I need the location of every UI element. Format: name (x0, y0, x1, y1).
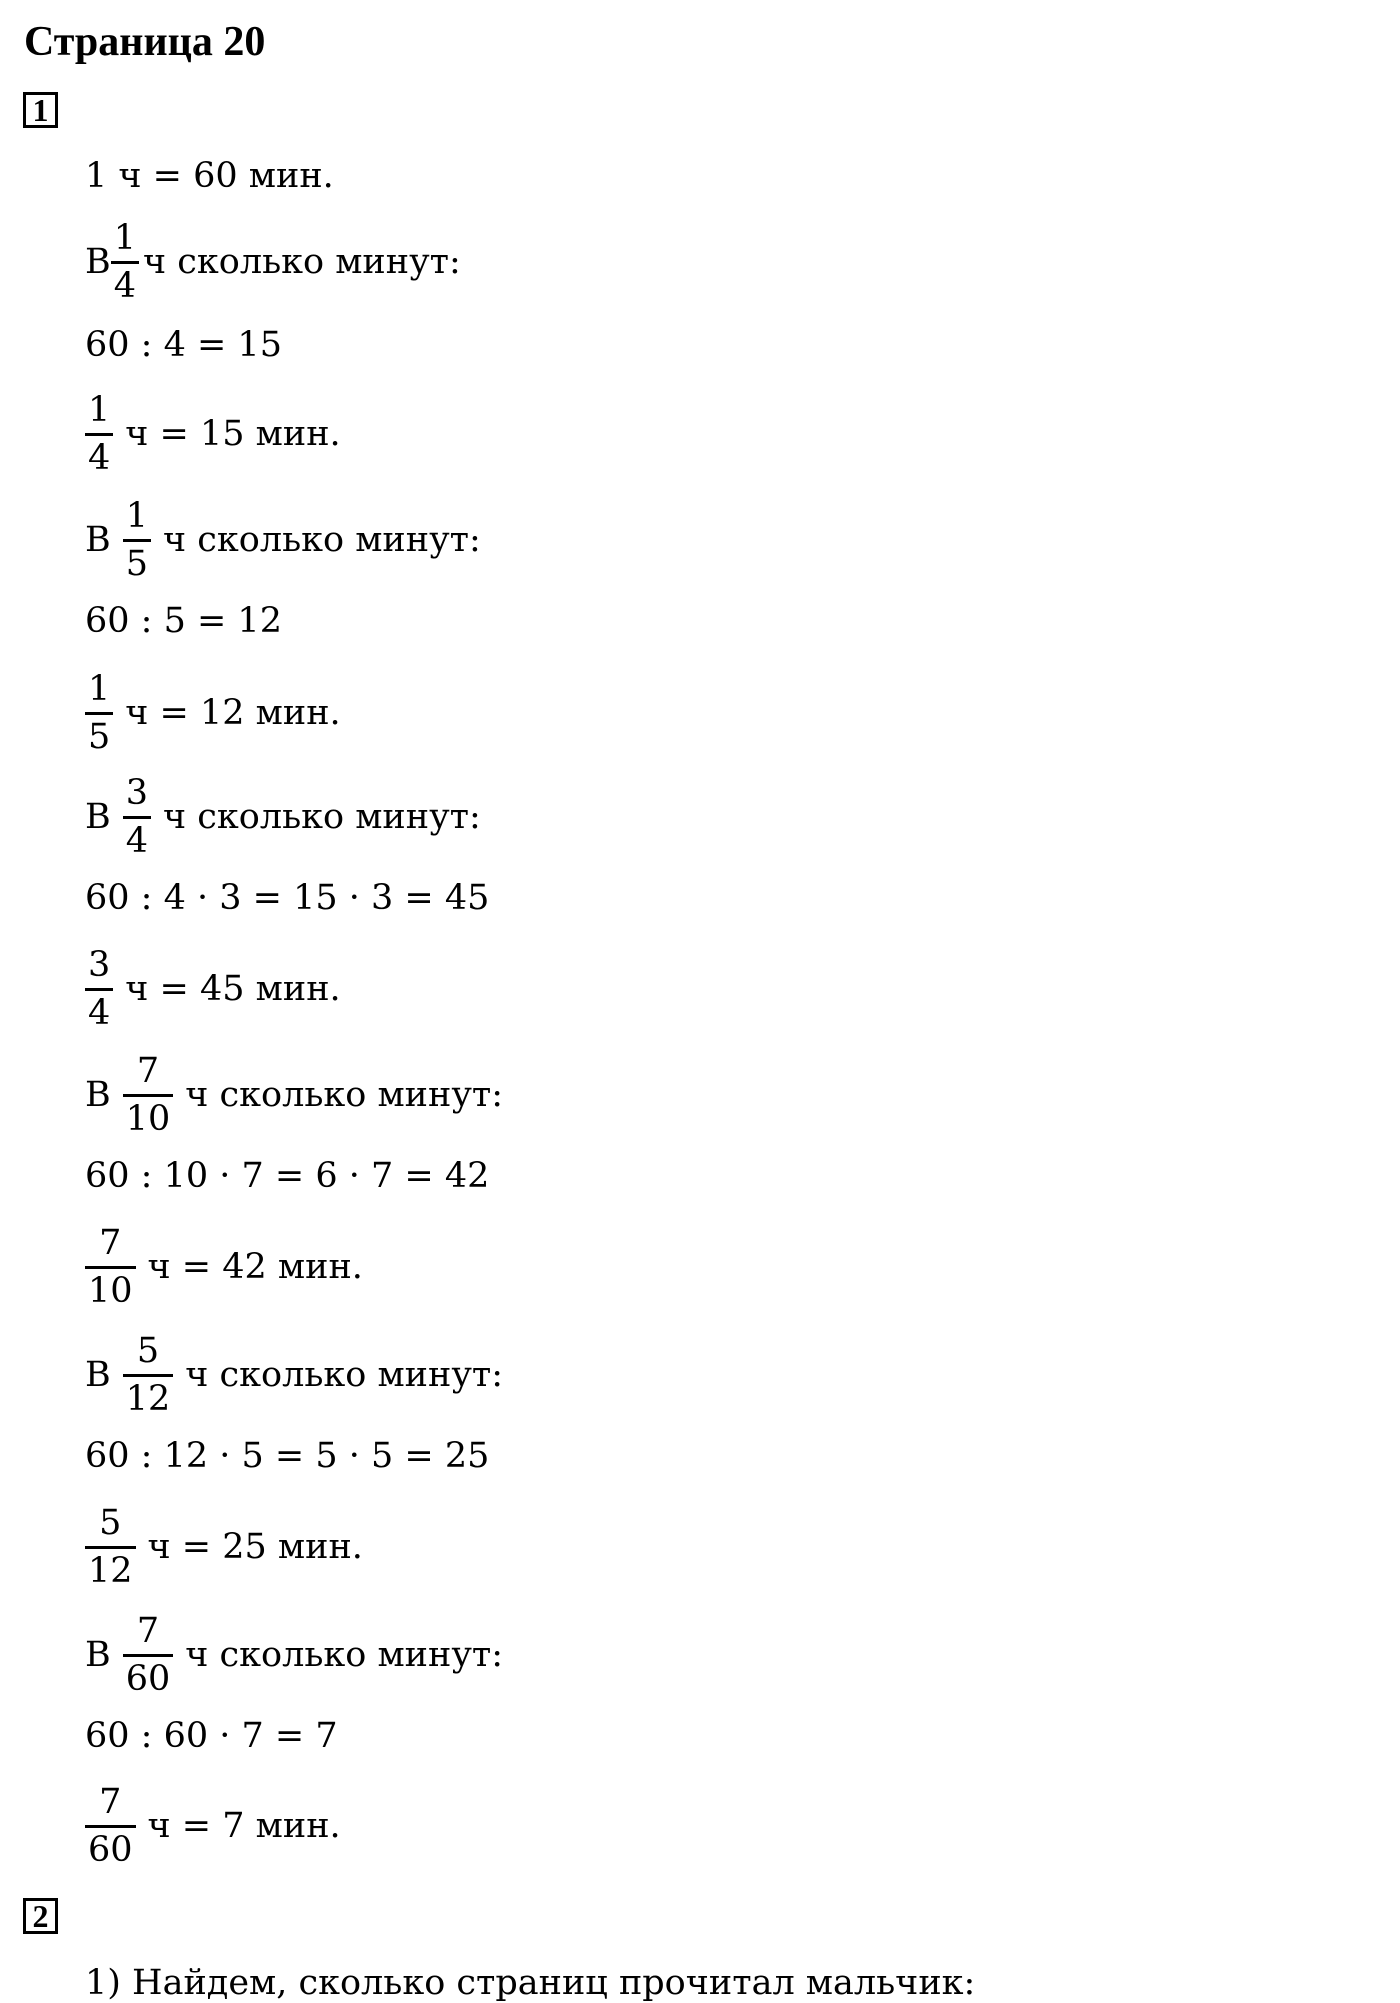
line-suffix: ч сколько минут: (143, 242, 461, 282)
solution-line (85, 1612, 503, 1698)
solution-line (85, 1504, 363, 1590)
line-text: 60 : 4 = 15 (85, 325, 282, 365)
line-prefix: В (85, 1075, 111, 1115)
solution-line (85, 156, 334, 196)
line-suffix: ч = 12 мин. (125, 693, 341, 733)
line-prefix: В (85, 520, 111, 560)
solution-line (85, 219, 461, 305)
fraction (111, 219, 139, 305)
solution-line (85, 1156, 489, 1196)
fraction-numerator: 1 (113, 218, 137, 258)
fraction-denominator: 5 (125, 543, 149, 584)
fraction (85, 1224, 136, 1310)
solution-line (85, 1332, 503, 1418)
fraction-numerator: 7 (99, 1782, 122, 1822)
solution-line (85, 946, 341, 1032)
fraction-denominator: 10 (88, 1270, 133, 1311)
fraction (85, 1504, 136, 1590)
fraction-numerator: 1 (125, 496, 149, 536)
task-number-1: 1 (23, 92, 58, 128)
line-suffix: ч = 42 мин. (147, 1247, 363, 1287)
fraction-denominator: 60 (125, 1658, 171, 1699)
fraction (123, 1332, 174, 1418)
line-suffix: ч сколько минут: (185, 1075, 504, 1115)
line-suffix: ч сколько минут: (163, 797, 481, 837)
fraction-denominator: 12 (125, 1378, 171, 1419)
fraction (123, 497, 151, 583)
fraction-numerator: 7 (136, 1611, 160, 1651)
line-suffix: ч = 45 мин. (125, 969, 341, 1009)
solution-line (85, 391, 341, 477)
line-suffix: ч сколько минут: (185, 1355, 504, 1395)
line-prefix: В (85, 797, 111, 837)
line-prefix: В (85, 1355, 111, 1395)
fraction-denominator: 4 (125, 820, 149, 861)
fraction-denominator: 60 (88, 1829, 133, 1870)
line-suffix: ч = 25 мин. (147, 1527, 363, 1567)
line-text: 1 ч = 60 мин. (85, 156, 334, 196)
fraction-numerator: 7 (99, 1223, 122, 1263)
fraction (123, 1052, 174, 1138)
fraction-denominator: 4 (113, 265, 137, 306)
line-suffix: ч = 15 мин. (125, 414, 341, 454)
line-prefix: В (85, 1635, 111, 1675)
solution-line (85, 1963, 975, 2003)
line-text: 60 : 60 · 7 = 7 (85, 1716, 338, 1756)
solution-line (85, 1052, 503, 1138)
fraction-numerator: 5 (99, 1503, 122, 1543)
fraction (85, 670, 113, 756)
solution-line (85, 325, 282, 365)
line-text: 60 : 5 = 12 (85, 601, 282, 641)
solution-line (85, 1783, 341, 1869)
fraction-denominator: 12 (88, 1550, 133, 1591)
task-number-2: 2 (23, 1898, 58, 1934)
solution-line (85, 1224, 363, 1310)
line-text: 60 : 12 · 5 = 5 · 5 = 25 (85, 1436, 490, 1476)
line-suffix: ч сколько минут: (163, 520, 481, 560)
fraction-numerator: 1 (88, 390, 111, 430)
fraction-numerator: 3 (125, 773, 149, 813)
fraction-numerator: 1 (88, 669, 111, 709)
line-prefix: В (85, 242, 111, 282)
solution-line (85, 774, 481, 860)
solution-line (85, 1716, 338, 1756)
fraction-denominator: 4 (88, 437, 111, 478)
fraction (123, 774, 151, 860)
page-title: Страница 20 (24, 19, 266, 65)
fraction-denominator: 4 (88, 992, 111, 1033)
fraction-denominator: 10 (125, 1098, 171, 1139)
line-text: 60 : 4 · 3 = 15 · 3 = 45 (85, 878, 490, 918)
solution-line (85, 878, 489, 918)
fraction (85, 1783, 136, 1869)
fraction-numerator: 5 (136, 1331, 160, 1371)
fraction (123, 1612, 174, 1698)
line-text: 1) Найдем, сколько страниц прочитал мальчик: (85, 1963, 976, 2003)
solution-line (85, 1436, 489, 1476)
line-suffix: ч = 7 мин. (147, 1806, 341, 1846)
line-text: 60 : 10 · 7 = 6 · 7 = 42 (85, 1156, 490, 1196)
solution-line (85, 601, 282, 641)
fraction-denominator: 5 (88, 716, 111, 757)
fraction (85, 391, 113, 477)
solution-line (85, 497, 481, 583)
fraction-numerator: 7 (136, 1051, 160, 1091)
solution-line (85, 670, 341, 756)
line-suffix: ч сколько минут: (185, 1635, 504, 1675)
fraction-numerator: 3 (88, 945, 111, 985)
fraction (85, 946, 113, 1032)
